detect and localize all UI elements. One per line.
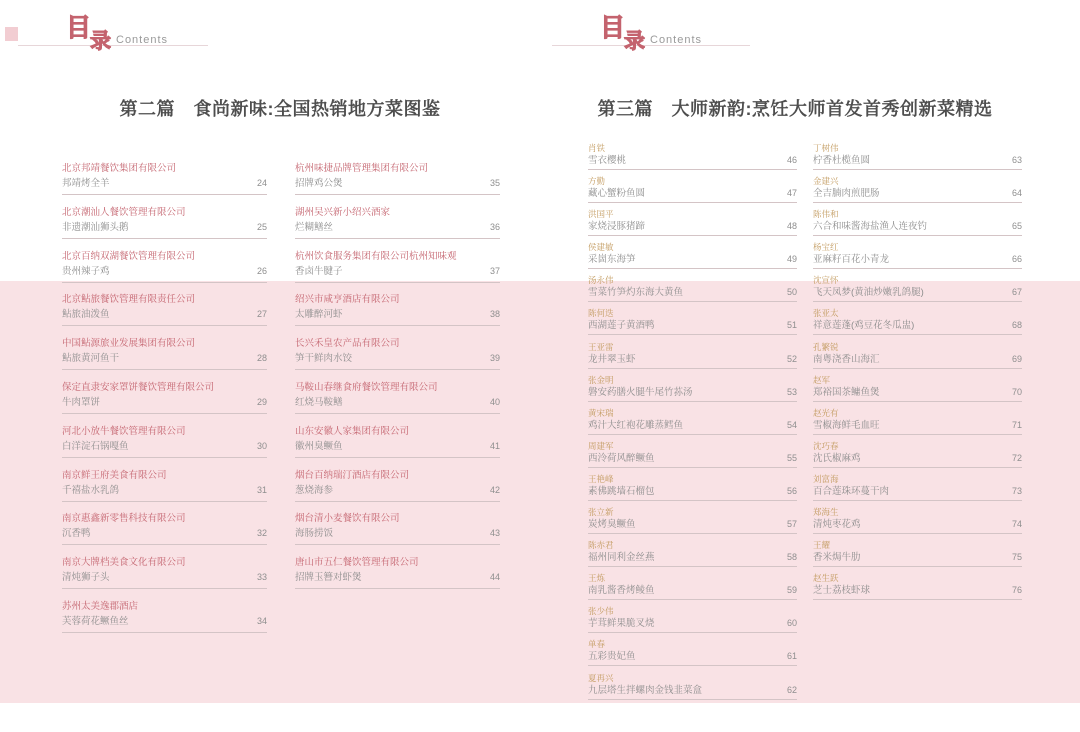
company-name: 长兴禾皇农产品有限公司 xyxy=(295,338,400,350)
dish-row xyxy=(62,485,267,502)
page-number: 38 xyxy=(489,309,500,320)
dish-name: 芙蓉荷花鳜鱼丝 xyxy=(62,615,129,627)
chef-name: 张少伟 xyxy=(588,606,614,617)
chef-name: 黄宋瑞 xyxy=(588,407,614,418)
dish-row xyxy=(813,486,1022,501)
dish-row xyxy=(813,155,1022,170)
page-number: 24 xyxy=(256,178,267,188)
dish-name: 香米焗牛肋 xyxy=(813,552,861,564)
chef-name: 陈赤君 xyxy=(588,540,614,551)
page-number: 53 xyxy=(786,386,797,397)
page-number: 49 xyxy=(786,254,797,265)
dish-name: 南粤浇香山海汇 xyxy=(813,353,880,365)
company-name: 河北小放牛餐饮管理有限公司 xyxy=(62,425,186,437)
page-number: 74 xyxy=(1011,519,1022,530)
dish-name: 龙井翠玉虾 xyxy=(588,353,636,365)
dish-name: 飞天凤梦(黄油炒嫩乳鸽腿) xyxy=(813,287,924,299)
dish-row xyxy=(588,486,797,501)
dish-name: 六合和味酱海盐渔人连夜钓 xyxy=(813,221,928,233)
dish-name: 全吉腩肉煎肥肠 xyxy=(813,188,880,200)
dish-name: 芋茸鲜果脆叉烧 xyxy=(588,618,655,630)
dish-row xyxy=(813,188,1022,203)
chef-name: 陈伟和 xyxy=(813,209,839,220)
page-number: 33 xyxy=(256,572,267,583)
toc-entry xyxy=(62,163,267,207)
toc-column-left-1 xyxy=(62,163,267,645)
toc-entry xyxy=(588,441,797,474)
toc-entry xyxy=(588,375,797,408)
chef-name: 王耀 xyxy=(813,540,831,551)
company-name: 马鞍山春继食府餐饮管理有限公司 xyxy=(295,381,438,393)
company-name: 烟台百纳瑞汀酒店有限公司 xyxy=(295,469,410,481)
section-title-part3: 第三篇 大师新韵:烹饪大师首发首秀创新菜精选 xyxy=(597,99,993,119)
dish-name: 西湖莲子黄酒鸭 xyxy=(588,320,655,332)
chef-name: 沈宣怀 xyxy=(813,275,839,286)
toc-entry xyxy=(813,242,1022,275)
dish-row xyxy=(813,387,1022,402)
dish-row xyxy=(588,420,797,435)
dish-row xyxy=(813,453,1022,468)
page-number: 75 xyxy=(1011,552,1022,563)
toc-entry xyxy=(588,143,797,176)
dish-row xyxy=(295,485,500,502)
page-number: 25 xyxy=(256,221,267,232)
toc-entry xyxy=(588,275,797,308)
toc-entry xyxy=(62,426,267,470)
page-number: 40 xyxy=(489,396,500,407)
dish-name: 雪衣樱桃 xyxy=(588,155,627,166)
page-number: 67 xyxy=(1011,287,1022,298)
header-rule-left xyxy=(18,45,208,46)
company-name: 中国鲇源旅业发展集团有限公司 xyxy=(62,338,196,350)
toc-column-left-2 xyxy=(295,163,500,601)
dish-row xyxy=(295,266,500,283)
page-number: 36 xyxy=(489,221,500,232)
dish-name: 千禧盐水乳鸽 xyxy=(62,484,120,496)
dish-name: 香卤牛腱子 xyxy=(295,265,343,277)
chef-name: 侯建敏 xyxy=(588,242,614,253)
company-name: 山东安徽人家集团有限公司 xyxy=(295,425,410,437)
toc-mu-glyph-right: 目 xyxy=(600,14,626,42)
toc-entry xyxy=(295,163,500,207)
dish-row xyxy=(295,572,500,589)
dish-row xyxy=(295,309,500,326)
dish-name: 磐安药膳火腿牛尾竹荪汤 xyxy=(588,386,693,398)
page-number: 56 xyxy=(786,485,797,496)
dish-row xyxy=(62,309,267,326)
toc-entry xyxy=(588,540,797,573)
dish-row xyxy=(588,453,797,468)
dish-name: 家烧浸豚猪蹄 xyxy=(588,221,646,233)
page-number: 61 xyxy=(786,651,797,662)
chef-name: 单春 xyxy=(588,639,606,650)
dish-row xyxy=(295,528,500,545)
company-name: 北京邦靖餐饮集团有限公司 xyxy=(62,163,177,174)
toc-lu-glyph-left: 录 xyxy=(90,30,111,53)
page-number: 34 xyxy=(256,615,267,626)
dish-row xyxy=(588,387,797,402)
chef-name: 孔繁锐 xyxy=(813,341,839,352)
dish-row xyxy=(813,552,1022,567)
dish-name: 西泠荷风醉鳜鱼 xyxy=(588,452,655,464)
page-number: 41 xyxy=(489,440,500,451)
chef-name: 张亚太 xyxy=(813,308,839,319)
dish-row xyxy=(588,685,797,700)
chef-name: 王艳峰 xyxy=(588,473,614,484)
dish-name: 柠香杜榄鱼圆 xyxy=(813,155,871,166)
dish-name: 沉香鸭 xyxy=(62,528,91,540)
dish-row xyxy=(588,354,797,369)
company-name: 南京大牌档美食文化有限公司 xyxy=(62,557,186,569)
toc-entry xyxy=(62,513,267,557)
toc-entry xyxy=(813,375,1022,408)
toc-entry xyxy=(588,176,797,209)
dish-row xyxy=(62,528,267,545)
page-number: 70 xyxy=(1011,386,1022,397)
toc-entry xyxy=(813,308,1022,341)
chef-name: 赵军 xyxy=(813,374,831,385)
toc-entry xyxy=(295,382,500,426)
chef-name: 洪国平 xyxy=(588,209,614,220)
toc-entry xyxy=(62,207,267,251)
company-name: 杭州饮食服务集团有限公司杭州知味观 xyxy=(295,250,457,262)
dish-name: 雪椒海鲜毛血旺 xyxy=(813,419,880,431)
dish-row xyxy=(62,266,267,283)
dish-name: 招牌鸡公煲 xyxy=(295,178,343,189)
dish-row xyxy=(813,254,1022,269)
chef-name: 汤永伟 xyxy=(588,275,614,286)
dish-name: 沈氏椒麻鸡 xyxy=(813,452,861,464)
dish-name: 清炖枣花鸡 xyxy=(813,519,861,531)
page-number: 55 xyxy=(786,452,797,463)
toc-entry xyxy=(295,470,500,514)
page-number: 62 xyxy=(786,684,797,695)
toc-entry xyxy=(588,507,797,540)
chef-name: 方勤 xyxy=(588,176,606,187)
toc-entry xyxy=(588,573,797,606)
toc-contents-label-left: Contents xyxy=(116,34,169,46)
dish-name: 葱烧海参 xyxy=(295,484,334,496)
dish-row xyxy=(588,552,797,567)
dish-row xyxy=(588,188,797,203)
dish-row xyxy=(62,441,267,458)
page-number: 42 xyxy=(489,484,500,495)
toc-entry xyxy=(588,209,797,242)
dish-name: 招牌玉簪对虾煲 xyxy=(295,572,362,584)
company-name: 唐山市五仁餐饮管理有限公司 xyxy=(295,557,419,569)
company-name: 南京惠鑫新零售科技有限公司 xyxy=(62,513,186,525)
toc-entry xyxy=(588,242,797,275)
chef-name: 王亚雷 xyxy=(588,341,614,352)
dish-row xyxy=(588,585,797,600)
dish-name: 福州同利金丝燕 xyxy=(588,552,655,564)
toc-mu-glyph-left: 目 xyxy=(66,14,92,42)
dish-row xyxy=(813,287,1022,302)
toc-column-right-2 xyxy=(813,143,1022,606)
page-number: 28 xyxy=(256,353,267,364)
dish-name: 红烧马鞍鳝 xyxy=(295,396,343,408)
page-number: 26 xyxy=(256,265,267,276)
dish-name: 鲇旅黄河鱼干 xyxy=(62,353,120,365)
chef-name: 肖铁 xyxy=(588,143,606,153)
toc-entry xyxy=(813,275,1022,308)
dish-name: 素佛跳墙石榴包 xyxy=(588,485,655,497)
dish-row xyxy=(588,618,797,633)
company-name: 杭州味捷品牌管理集团有限公司 xyxy=(295,163,429,174)
dish-row xyxy=(813,221,1022,236)
dish-row xyxy=(588,155,797,170)
chef-name: 郑海生 xyxy=(813,507,839,518)
toc-entry xyxy=(295,513,500,557)
dish-row xyxy=(813,420,1022,435)
page-number: 39 xyxy=(489,353,500,364)
toc-entry xyxy=(295,338,500,382)
dish-name: 非遗潮汕狮头鹅 xyxy=(62,221,129,233)
page-number: 46 xyxy=(786,155,797,165)
chef-name: 赵光有 xyxy=(813,407,839,418)
company-name: 苏州太美逸郡酒店 xyxy=(62,600,139,612)
toc-lu-glyph-right: 录 xyxy=(624,30,645,53)
dish-row xyxy=(588,254,797,269)
toc-entry xyxy=(62,294,267,338)
page-number: 48 xyxy=(786,221,797,232)
dish-name: 炭烤臭鳜鱼 xyxy=(588,519,636,531)
page-number: 63 xyxy=(1011,155,1022,165)
dish-name: 芝士荔枝虾球 xyxy=(813,585,871,597)
dish-row xyxy=(295,441,500,458)
dish-name: 藏心蟹粉鱼圆 xyxy=(588,188,646,200)
page-number: 47 xyxy=(786,188,797,199)
page-number: 52 xyxy=(786,353,797,364)
toc-entry xyxy=(813,209,1022,242)
company-name: 北京潮汕人餐饮管理有限公司 xyxy=(62,206,186,218)
dish-name: 南乳酱香烤鲮鱼 xyxy=(588,585,655,597)
company-name: 绍兴市咸亨酒店有限公司 xyxy=(295,294,400,306)
dish-row xyxy=(588,519,797,534)
toc-entry xyxy=(813,540,1022,573)
page-number: 58 xyxy=(786,552,797,563)
chef-name: 金建兴 xyxy=(813,176,839,187)
toc-contents-label-right: Contents xyxy=(650,34,703,46)
company-name: 南京鲜王府美食有限公司 xyxy=(62,469,167,481)
company-name: 北京鲇旅餐饮管理有限责任公司 xyxy=(62,294,196,306)
page-number: 37 xyxy=(489,265,500,276)
toc-entry xyxy=(813,474,1022,507)
dish-name: 五彩贵妃鱼 xyxy=(588,651,636,663)
toc-entry xyxy=(588,639,797,672)
dish-name: 海肠捞饭 xyxy=(295,528,334,540)
dish-name: 采崮东海笋 xyxy=(588,254,636,266)
toc-entry xyxy=(813,441,1022,474)
dish-name: 烂糊鳝丝 xyxy=(295,221,334,233)
chef-name: 王炼 xyxy=(588,573,606,584)
dish-name: 贵州辣子鸡 xyxy=(62,265,110,277)
section-title-part2: 第二篇 食尚新味:全国热销地方菜图鉴 xyxy=(119,99,441,119)
dish-name: 亚麻籽百花小青龙 xyxy=(813,254,890,266)
toc-entry xyxy=(62,382,267,426)
dish-row xyxy=(588,287,797,302)
page-number: 29 xyxy=(256,396,267,407)
chef-name: 夏再兴 xyxy=(588,672,614,683)
chef-name: 陈何迭 xyxy=(588,308,614,319)
page-number: 57 xyxy=(786,519,797,530)
page-number: 71 xyxy=(1011,419,1022,430)
toc-entry xyxy=(295,426,500,470)
dish-name: 牛肉罩饼 xyxy=(62,396,101,408)
page-number: 27 xyxy=(256,309,267,320)
page-number: 35 xyxy=(489,178,500,188)
dish-row xyxy=(813,519,1022,534)
dish-row xyxy=(295,178,500,195)
dish-name: 徽州臭鳜鱼 xyxy=(295,440,343,452)
dish-row xyxy=(813,585,1022,600)
dish-row xyxy=(62,397,267,414)
page-edge-mark xyxy=(5,27,18,41)
dish-row xyxy=(588,320,797,335)
company-name: 湖州吴兴新小绍兴酒家 xyxy=(295,206,391,218)
dish-row xyxy=(62,353,267,370)
page-number: 30 xyxy=(256,440,267,451)
page-number: 44 xyxy=(489,572,500,583)
toc-entry xyxy=(588,308,797,341)
toc-entry xyxy=(588,342,797,375)
page-number: 64 xyxy=(1011,188,1022,199)
toc-entry xyxy=(588,408,797,441)
chef-name: 沈巧春 xyxy=(813,440,839,451)
dish-row xyxy=(813,354,1022,369)
toc-column-right-1 xyxy=(588,143,797,706)
page-number: 54 xyxy=(786,419,797,430)
page-number: 68 xyxy=(1011,320,1022,331)
page-number: 76 xyxy=(1011,585,1022,596)
toc-entry xyxy=(813,176,1022,209)
toc-entry xyxy=(62,601,267,645)
dish-name: 百合莲珠环蔓干肉 xyxy=(813,485,890,497)
page-number: 72 xyxy=(1011,452,1022,463)
dish-row xyxy=(295,222,500,239)
page-number: 50 xyxy=(786,287,797,298)
dish-row xyxy=(62,616,267,633)
toc-entry xyxy=(62,251,267,295)
toc-entry xyxy=(813,342,1022,375)
toc-entry xyxy=(813,573,1022,606)
dish-name: 郑裕国茶鳙鱼煲 xyxy=(813,386,880,398)
toc-entry xyxy=(295,294,500,338)
chef-name: 张金明 xyxy=(588,374,614,385)
toc-entry xyxy=(813,408,1022,441)
dish-row xyxy=(588,651,797,666)
dish-name: 太雕醉河虾 xyxy=(295,309,343,321)
chef-name: 周建军 xyxy=(588,440,614,451)
toc-entry xyxy=(295,251,500,295)
page-number: 43 xyxy=(489,528,500,539)
toc-entry xyxy=(295,207,500,251)
page-number: 66 xyxy=(1011,254,1022,265)
company-name: 烟台清小麦餐饮有限公司 xyxy=(295,513,400,525)
company-name: 保定直隶安家罩饼餐饮管理有限公司 xyxy=(62,381,215,393)
toc-entry xyxy=(62,338,267,382)
dish-name: 白洋淀石锅嘎鱼 xyxy=(62,440,129,452)
dish-row xyxy=(813,320,1022,335)
chef-name: 赵生跃 xyxy=(813,573,839,584)
dish-name: 邦靖烤全羊 xyxy=(62,178,110,189)
dish-name: 九层塔生拌螺肉金钱韭菜盒 xyxy=(588,684,703,696)
toc-entry xyxy=(295,557,500,601)
page-number: 73 xyxy=(1011,485,1022,496)
toc-entry xyxy=(588,606,797,639)
chef-name: 刘富海 xyxy=(813,473,839,484)
page-number: 69 xyxy=(1011,353,1022,364)
chef-name: 丁树伟 xyxy=(813,143,839,153)
dish-name: 鲇旅油泼鱼 xyxy=(62,309,110,321)
toc-entry xyxy=(813,507,1022,540)
dish-row xyxy=(295,397,500,414)
page-number: 65 xyxy=(1011,221,1022,232)
chef-name: 杨宝红 xyxy=(813,242,839,253)
dish-row xyxy=(588,221,797,236)
dish-name: 雪菜竹笋灼东海大黄鱼 xyxy=(588,287,684,299)
dish-name: 祥意莲蓬(鸡豆花冬瓜盅) xyxy=(813,320,915,332)
toc-entry xyxy=(588,474,797,507)
page-number: 31 xyxy=(256,484,267,495)
company-name: 北京百纳双湖餐饮管理有限公司 xyxy=(62,250,196,262)
dish-row xyxy=(295,353,500,370)
chef-name: 张立新 xyxy=(588,507,614,518)
dish-name: 鸡汁大红袍花雕蒸鳕鱼 xyxy=(588,419,684,431)
page-number: 60 xyxy=(786,618,797,629)
dish-row xyxy=(62,222,267,239)
toc-entry xyxy=(813,143,1022,176)
page-number: 51 xyxy=(786,320,797,331)
dish-row xyxy=(62,572,267,589)
dish-row xyxy=(62,178,267,195)
toc-entry xyxy=(588,673,797,706)
dish-name: 清炖狮子头 xyxy=(62,572,110,584)
toc-entry xyxy=(62,557,267,601)
page-number: 59 xyxy=(786,585,797,596)
page-number: 32 xyxy=(256,528,267,539)
toc-entry xyxy=(62,470,267,514)
dish-name: 笋干鲜肉水饺 xyxy=(295,353,353,365)
